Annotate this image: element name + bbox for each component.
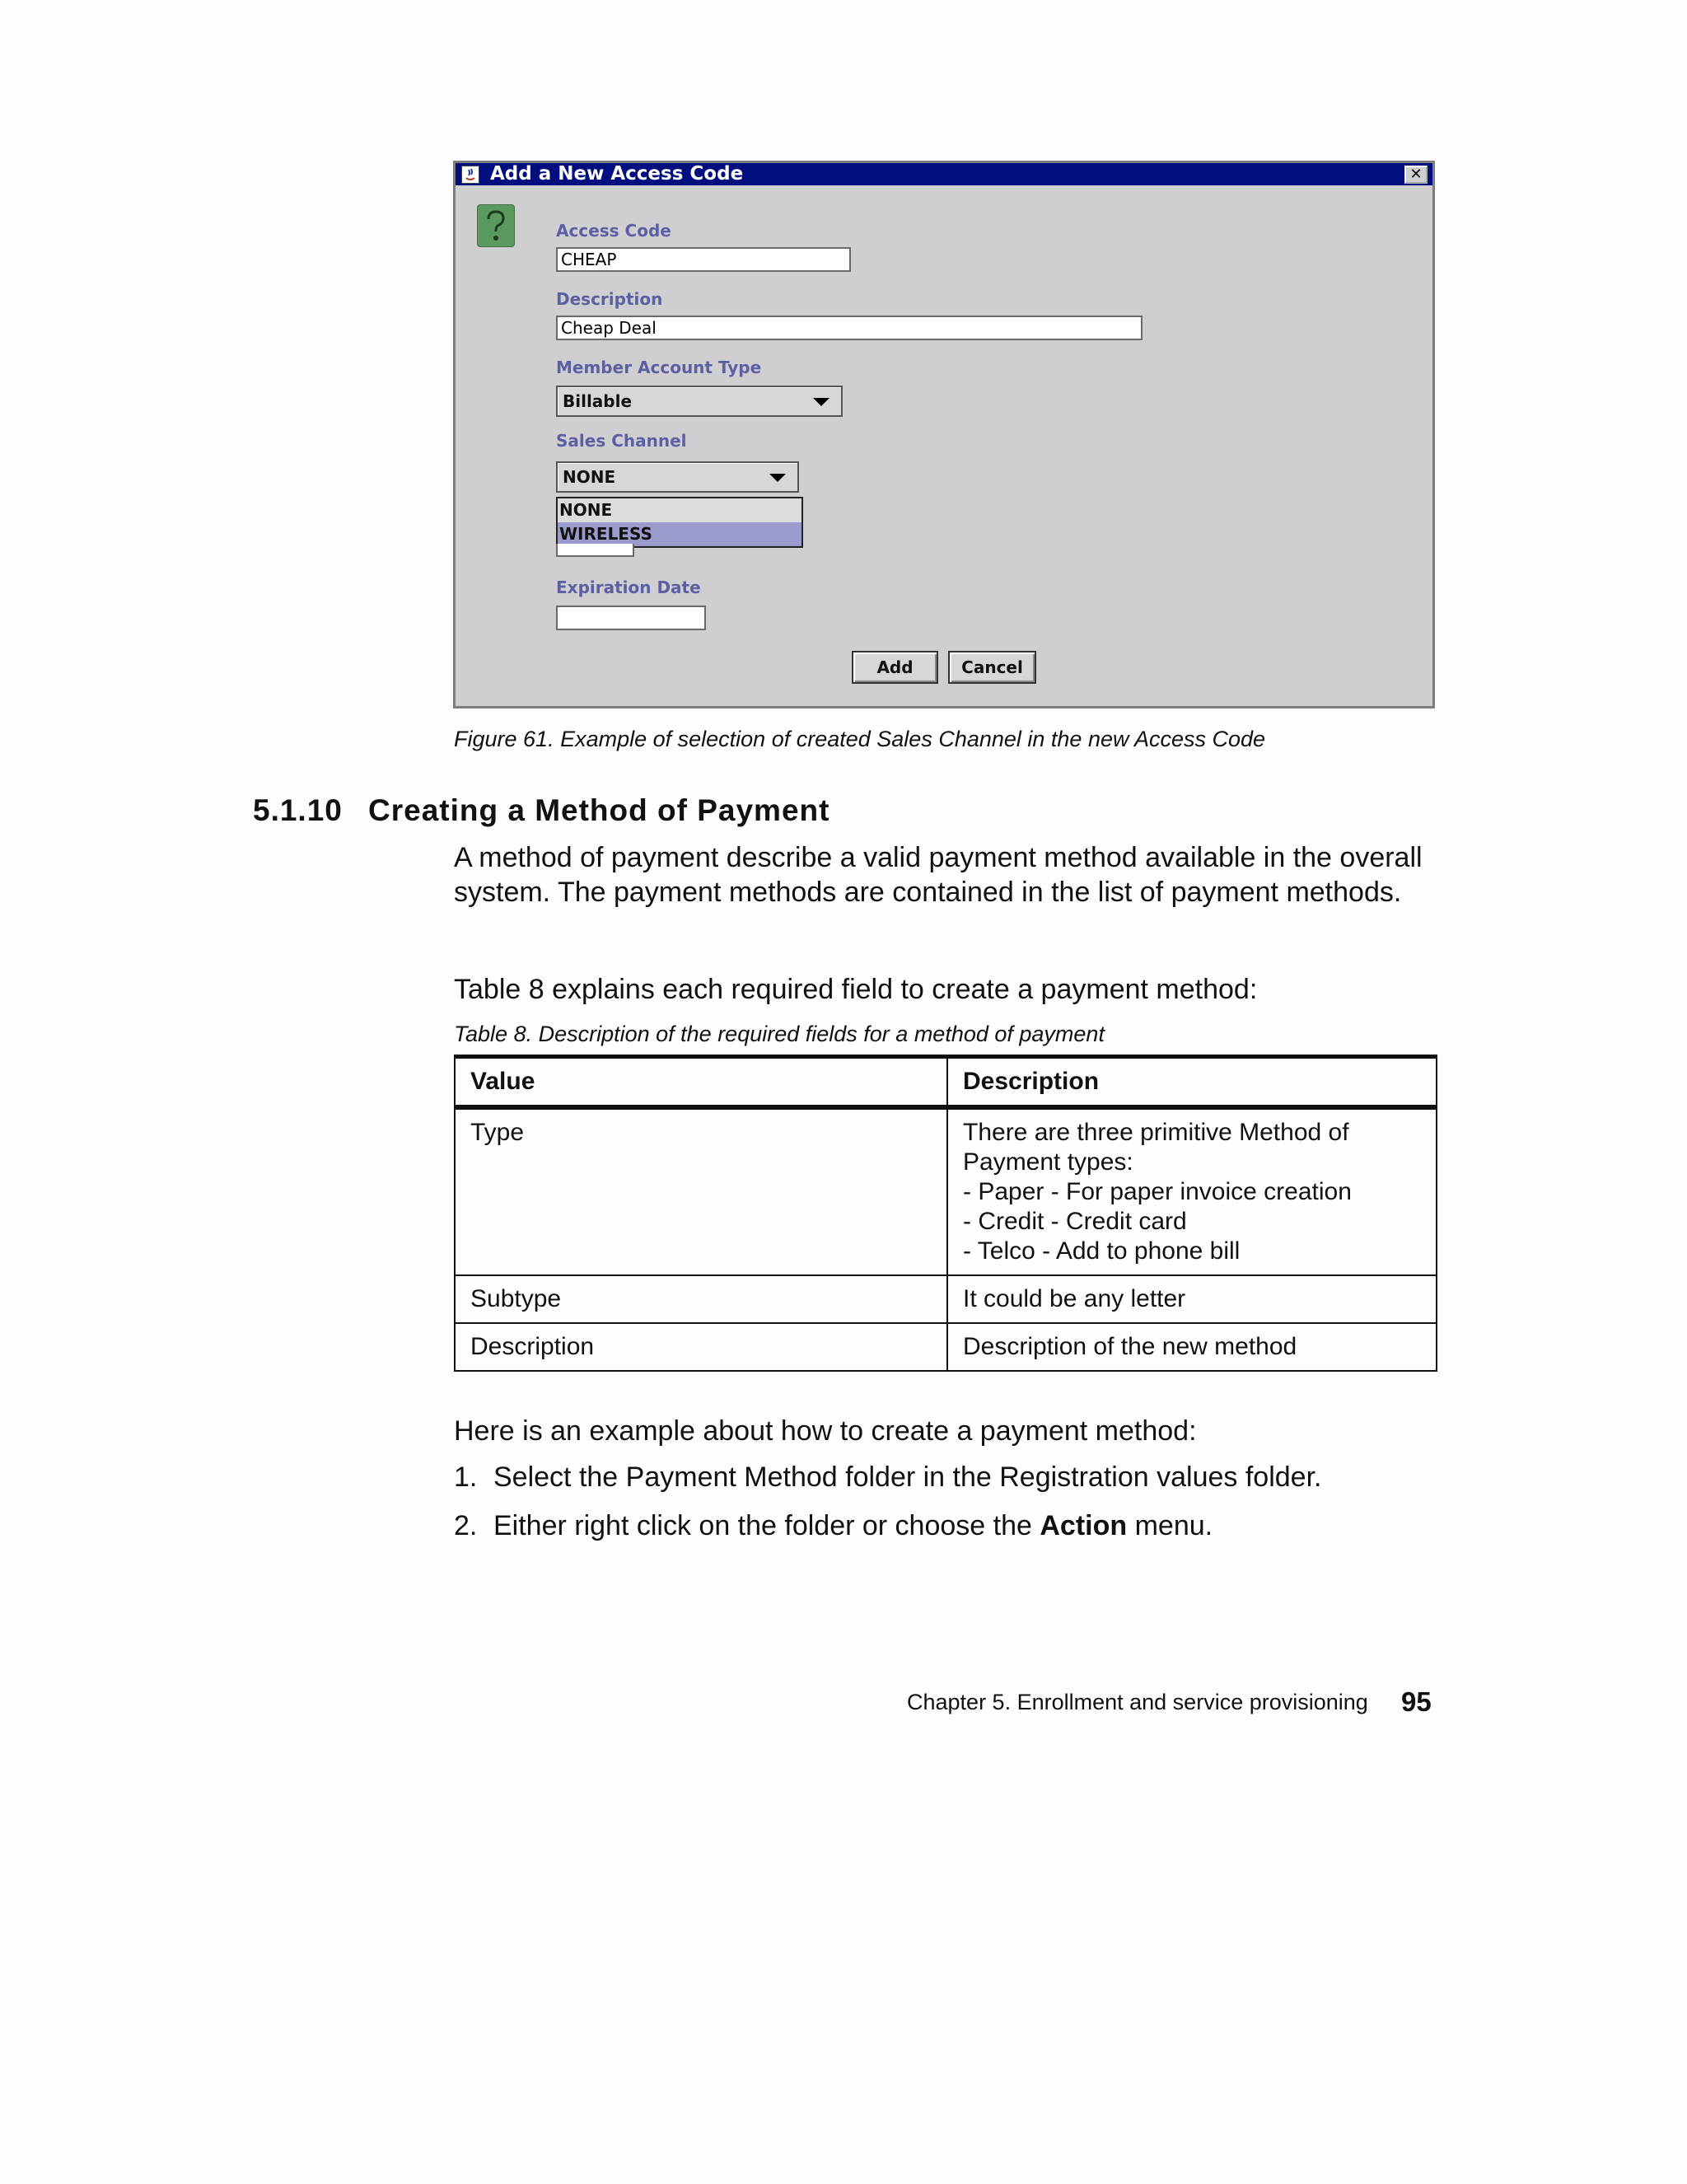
sales-channel-label: Sales Channel [556, 431, 687, 451]
table-cell-description [947, 1323, 1437, 1371]
list-item-text: Select the Payment Method folder in the Registration values folder. [493, 1461, 1322, 1493]
dialog-title: Add a New Access Code [490, 163, 744, 185]
list-item-text-end: menu. [1127, 1510, 1213, 1541]
add-button[interactable]: Add [852, 651, 938, 684]
access-code-label: Access Code [556, 221, 671, 241]
section-heading [253, 793, 829, 828]
cancel-button[interactable]: Cancel [948, 651, 1036, 684]
description-label: Description [556, 289, 663, 309]
chapter-footer: Chapter 5. Enrollment and service provisioning [907, 1690, 1368, 1714]
list-item-number: 1. [454, 1461, 478, 1493]
sales-channel-value: NONE [563, 467, 616, 487]
description-line: There are three primitive Method of [963, 1119, 1349, 1146]
java-app-icon [461, 166, 479, 184]
table-cell-description [947, 1107, 1437, 1275]
dialog-titlebar [456, 163, 1432, 185]
close-icon[interactable]: ✕ [1404, 166, 1428, 184]
action-menu-term: Action [1040, 1510, 1128, 1541]
description-line: Payment types: [963, 1148, 1133, 1176]
hidden-field-input[interactable] [556, 544, 634, 557]
list-item-text: Either right click on the folder or choose the [493, 1510, 1040, 1541]
list-item-number: 2. [454, 1510, 478, 1541]
table-caption: Table 8. Description of the required fields for a method of payment [454, 1022, 1105, 1046]
example-intro: Here is an example about how to create a payment method: [454, 1415, 1197, 1447]
table-cell-description [947, 1275, 1437, 1323]
access-code-input[interactable]: CHEAP [556, 247, 851, 272]
description-line: - Paper - For paper invoice creation [963, 1178, 1352, 1205]
expiration-date-label: Expiration Date [556, 578, 701, 597]
sales-channel-select[interactable] [556, 461, 799, 493]
table-header-description: Description [947, 1057, 1437, 1108]
table-row [455, 1275, 1437, 1323]
list-item [454, 1461, 1321, 1494]
table-header-value: Value [455, 1057, 947, 1108]
dropdown-option-wireless[interactable]: WIRELESS [558, 522, 801, 546]
section-title: Creating a Method of Payment [368, 793, 830, 827]
description-line: Description of the new method [963, 1333, 1297, 1360]
table-intro: Table 8 explains each required field to create a payment method: [454, 974, 1258, 1005]
list-item [454, 1510, 1213, 1542]
payment-method-fields-table [454, 1055, 1437, 1372]
intro-paragraph: A method of payment describe a valid payment method available in the overall system. The payment methods are contained in the list of payment methods. [454, 842, 1423, 908]
figure-caption: Figure 61. Example of selection of created Sales Channel in the new Access Code [454, 727, 1266, 751]
chevron-down-icon [769, 474, 786, 482]
section-number: 5.1.10 [253, 793, 343, 827]
table-row [455, 1107, 1437, 1275]
chevron-down-icon [813, 398, 829, 406]
table-cell-value: Type [455, 1107, 947, 1275]
table-header-row [455, 1057, 1437, 1108]
description-input[interactable]: Cheap Deal [556, 316, 1143, 340]
table-cell-value: Subtype [455, 1275, 947, 1323]
table-row [455, 1323, 1437, 1371]
sales-channel-dropdown-list [556, 497, 803, 548]
page-number: 95 [1401, 1686, 1432, 1717]
table-cell-value: Description [455, 1323, 947, 1371]
expiration-date-input[interactable] [556, 606, 706, 630]
add-access-code-dialog [453, 161, 1435, 709]
dropdown-option-none[interactable]: NONE [559, 500, 613, 520]
description-line: It could be any letter [963, 1285, 1186, 1312]
description-line: - Telco - Add to phone bill [963, 1237, 1241, 1265]
description-line: - Credit - Credit card [963, 1208, 1187, 1235]
member-account-type-select[interactable] [556, 386, 843, 417]
member-account-type-value: Billable [563, 391, 633, 411]
member-account-type-label: Member Account Type [556, 358, 762, 377]
help-icon[interactable] [477, 204, 515, 247]
